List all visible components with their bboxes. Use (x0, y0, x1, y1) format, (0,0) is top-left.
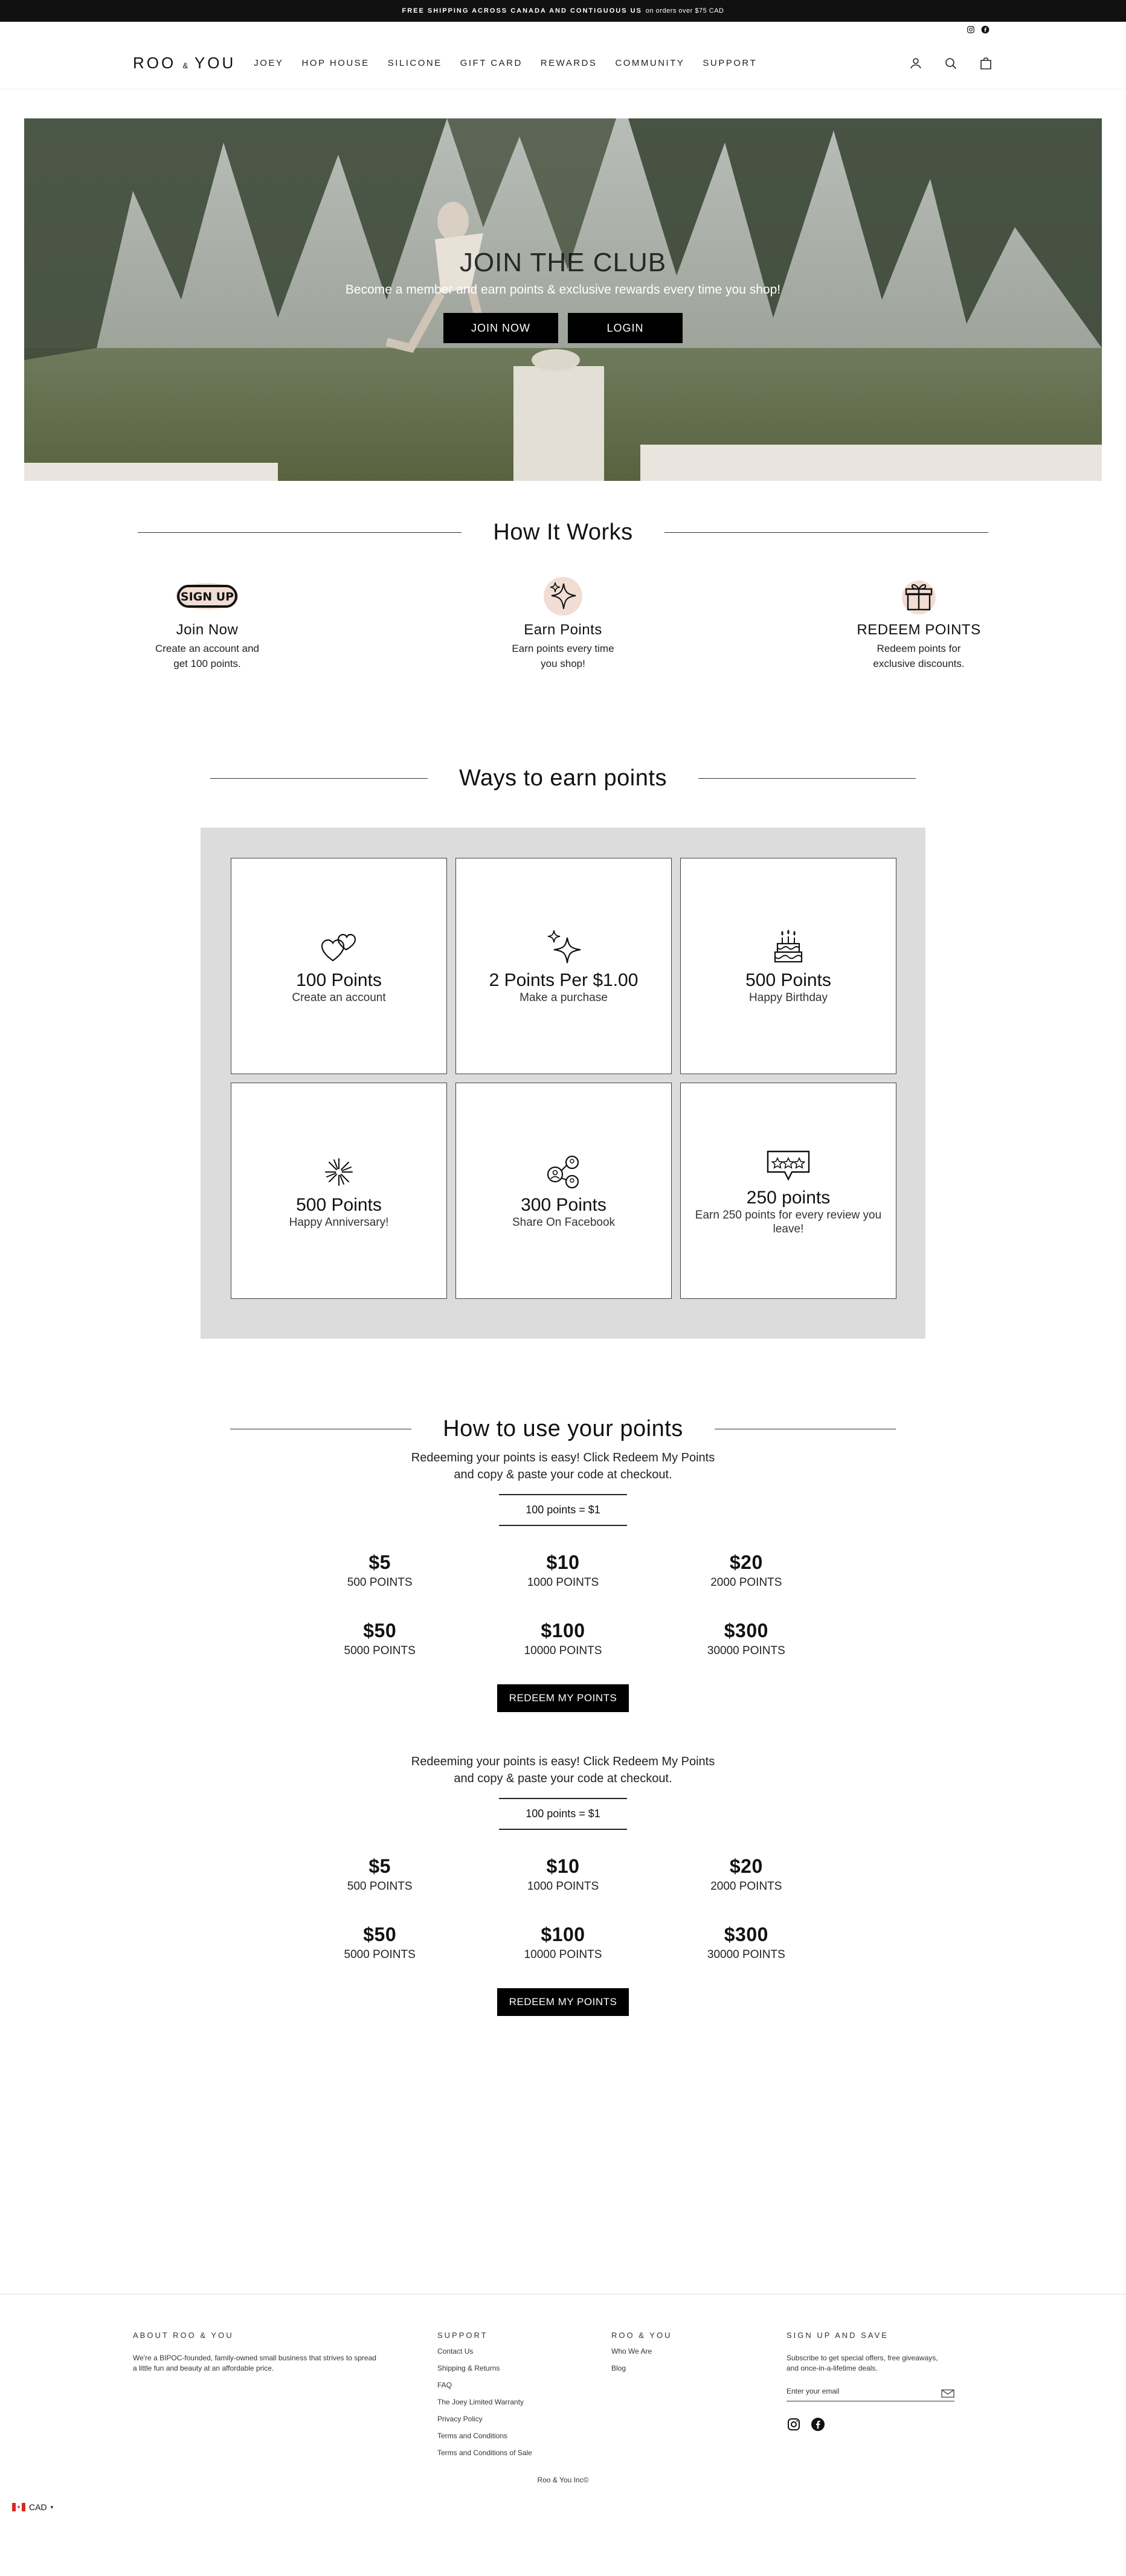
canada-flag-icon: ✦ (12, 2503, 25, 2511)
reward-amount: $300 (724, 1620, 768, 1641)
step-desc-line1: Create an account and (155, 643, 259, 654)
nav-joey[interactable]: JOEY (254, 58, 284, 68)
gift-icon (822, 578, 1015, 614)
top-social-bar (0, 22, 1126, 37)
use-points-intro (0, 1449, 1126, 1483)
earn-card-title: 300 Points (521, 1194, 606, 1215)
step-desc-line2: get 100 points. (173, 658, 241, 669)
reward-tier (288, 1620, 471, 1658)
header-icons (909, 56, 993, 71)
divider-line (698, 778, 916, 779)
step-title: Join Now (176, 622, 239, 638)
footer-link-blog[interactable]: Blog (611, 2364, 626, 2372)
hero-banner (24, 118, 1102, 481)
reward-points: 30000 POINTS (707, 1644, 785, 1657)
envelope-icon[interactable] (941, 2389, 954, 2398)
reward-amount: $100 (541, 1620, 585, 1641)
currency-code: CAD (29, 2502, 47, 2512)
site-logo[interactable] (133, 54, 236, 72)
footer-roo-title: ROO & YOU (611, 2331, 672, 2340)
instagram-icon[interactable] (787, 2417, 801, 2432)
footer-about-title: ABOUT ROO & YOU (133, 2331, 234, 2340)
share-icon (544, 1153, 583, 1189)
earn-card-title: 100 Points (296, 970, 382, 990)
reward-amount: $20 (729, 1855, 763, 1877)
footer-link-terms-sale[interactable]: Terms and Conditions of Sale (437, 2449, 532, 2457)
reward-amount: $20 (729, 1551, 763, 1573)
footer-link-terms[interactable]: Terms and Conditions (437, 2432, 508, 2440)
earn-card (680, 1083, 896, 1299)
ways-to-earn-grid (231, 858, 895, 1299)
reward-points: 5000 POINTS (344, 1948, 416, 1961)
reward-tier (655, 1620, 838, 1658)
nav-hop-house[interactable]: HOP HOUSE (301, 58, 370, 68)
facebook-icon[interactable] (811, 2417, 825, 2432)
earn-card-desc: Happy Anniversary! (289, 1216, 389, 1229)
use-points-repeat (0, 1753, 1126, 2016)
sparkle-icon (466, 578, 660, 614)
step-desc-line2: exclusive discounts. (873, 658, 965, 669)
earn-card-title: 250 points (746, 1188, 831, 1208)
divider-line (138, 532, 462, 533)
step-redeem-points (822, 578, 1015, 671)
earn-card-desc: Create an account (292, 991, 386, 1004)
announcement-bold: FREE SHIPPING ACROSS CANADA AND CONTIGUOUS US (402, 7, 642, 14)
reward-amount: $100 (541, 1924, 585, 1945)
reward-amount: $50 (363, 1620, 397, 1641)
hearts-icon (320, 928, 358, 964)
logo-text-roo: ROO (133, 54, 176, 72)
chevron-down-icon: ▾ (50, 2504, 54, 2510)
hero-title: JOIN THE CLUB (459, 248, 667, 277)
firework-icon (322, 1153, 356, 1189)
main-nav (254, 58, 909, 68)
how-it-works-steps (0, 578, 1126, 681)
logo-amp: & (182, 61, 188, 70)
logo-text-you: YOU (194, 54, 236, 72)
reward-tier (288, 1855, 471, 1893)
earn-card (455, 858, 672, 1074)
footer-roo (611, 2331, 787, 2458)
search-icon[interactable] (944, 56, 958, 71)
use-points-intro (0, 1753, 1126, 1787)
points-rate: 100 points = $1 (499, 1494, 627, 1526)
footer-link-who-we-are[interactable]: Who We Are (611, 2347, 652, 2355)
step-join-now (111, 578, 304, 671)
redeem-my-points-button[interactable]: REDEEM MY POINTS (497, 1684, 629, 1712)
hero-content (24, 248, 1102, 343)
nav-silicone[interactable]: SILICONE (387, 58, 442, 68)
reward-amount: $300 (724, 1924, 768, 1945)
footer-signup-text: Subscribe to get special offers, free giveaways, and once-in-a-lifetime deals. (787, 2354, 938, 2372)
cake-icon (771, 928, 805, 964)
reward-tier (471, 1551, 654, 1589)
reward-tier (655, 1924, 838, 1962)
site-header (0, 37, 1126, 89)
footer-about (133, 2331, 437, 2458)
footer-support-title: SUPPORT (437, 2331, 488, 2340)
announcement-rest: on orders over $75 CAD (645, 7, 724, 14)
hero-buttons (24, 313, 1102, 343)
step-desc-line2: you shop! (541, 658, 585, 669)
reward-points: 10000 POINTS (524, 1644, 602, 1657)
reward-tier (655, 1855, 838, 1893)
footer-roo-links (611, 2346, 787, 2374)
reward-points: 30000 POINTS (707, 1948, 785, 1961)
how-it-works-section (0, 520, 1126, 681)
site-footer (0, 2294, 1126, 2536)
reward-points: 10000 POINTS (524, 1948, 602, 1961)
ways-to-earn-section (0, 765, 1126, 1339)
earn-card-title: 500 Points (745, 970, 831, 990)
sign-up-icon (111, 578, 304, 614)
footer-signup (787, 2331, 968, 2458)
use-points-line1: Redeeming your points is easy! Click Redeem My Points (411, 1755, 715, 1768)
reward-points: 5000 POINTS (344, 1644, 416, 1657)
reward-tiers (288, 1551, 838, 1658)
use-points-line1: Redeeming your points is easy! Click Redeem My Points (411, 1451, 715, 1464)
earn-card (680, 858, 896, 1074)
reward-points: 500 POINTS (347, 1880, 413, 1893)
reward-tier (288, 1924, 471, 1962)
divider-line (664, 532, 988, 533)
ways-to-earn-heading (0, 765, 1126, 791)
facebook-icon[interactable] (981, 25, 989, 34)
login-button[interactable]: LOGIN (568, 313, 683, 343)
footer-link-warranty[interactable]: The Joey Limited Warranty (437, 2398, 524, 2406)
footer-link-contact[interactable]: Contact Us (437, 2347, 474, 2355)
copyright: Roo & You Inc© (537, 2476, 589, 2484)
reward-points: 500 POINTS (347, 1576, 413, 1589)
step-title: Earn Points (524, 622, 602, 638)
reward-points: 2000 POINTS (710, 1880, 782, 1893)
nav-support[interactable]: SUPPORT (703, 58, 758, 68)
announcement-bar (0, 0, 1126, 22)
reward-tier (471, 1620, 654, 1658)
earn-card (231, 1083, 447, 1299)
hero-subtitle: Become a member and earn points & exclusive rewards every time you shop! (345, 283, 781, 297)
account-icon[interactable] (909, 56, 923, 71)
reward-tier (288, 1551, 471, 1589)
redeem-my-points-button[interactable]: REDEEM MY POINTS (497, 1988, 629, 2016)
use-points-section (0, 1416, 1126, 2016)
ways-to-earn-panel (201, 828, 925, 1339)
email-field[interactable] (787, 2387, 954, 2401)
currency-selector[interactable] (12, 2502, 53, 2512)
step-earn-points (466, 578, 660, 671)
sign-up-icon-text: SIGN UP (180, 590, 234, 604)
reward-points: 1000 POINTS (527, 1576, 599, 1589)
reward-tier (471, 1924, 654, 1962)
reward-tiers (288, 1855, 838, 1962)
reward-amount: $50 (363, 1924, 397, 1945)
instagram-icon[interactable] (967, 25, 975, 34)
points-rate: 100 points = $1 (499, 1798, 627, 1830)
footer-signup-title: SIGN UP AND SAVE (787, 2331, 889, 2340)
earn-card-title: 500 Points (296, 1194, 382, 1215)
nav-rewards[interactable]: REWARDS (540, 58, 597, 68)
footer-about-text: We're a BIPOC-founded, family-owned small business that strives to spread a little fun and beauty at an affordable price. (133, 2354, 376, 2372)
earn-card-desc: Make a purchase (520, 991, 608, 1004)
join-now-button[interactable]: JOIN NOW (443, 313, 558, 343)
use-points-line2: and copy & paste your code at checkout. (454, 1468, 672, 1481)
step-desc-line1: Redeem points for (877, 643, 961, 654)
earn-card-desc: Share On Facebook (512, 1216, 616, 1229)
how-it-works-title: How It Works (493, 520, 633, 545)
nav-gift-card[interactable]: GIFT CARD (460, 58, 523, 68)
footer-social (787, 2417, 968, 2432)
earn-card-desc: Happy Birthday (749, 991, 828, 1004)
nav-community[interactable]: COMMUNITY (615, 58, 685, 68)
footer-link-faq[interactable]: FAQ (437, 2381, 452, 2389)
how-it-works-heading (0, 520, 1126, 546)
footer-support (437, 2331, 611, 2458)
email-placeholder: Enter your email (787, 2387, 840, 2395)
reward-amount: $10 (546, 1551, 580, 1573)
use-points-heading (0, 1416, 1126, 1442)
footer-link-shipping[interactable]: Shipping & Returns (437, 2364, 500, 2372)
step-desc-line1: Earn points every time (512, 643, 614, 654)
ways-to-earn-title: Ways to earn points (459, 765, 667, 791)
footer-link-privacy[interactable]: Privacy Policy (437, 2415, 483, 2423)
earn-card (455, 1083, 672, 1299)
step-title: REDEEM POINTS (857, 622, 981, 638)
footer-support-links (437, 2346, 611, 2458)
divider-line (210, 778, 428, 779)
reward-points: 2000 POINTS (710, 1576, 782, 1589)
use-points-title: How to use your points (443, 1416, 683, 1441)
earn-card (231, 858, 447, 1074)
reward-points: 1000 POINTS (527, 1880, 599, 1893)
sparkle-icon (544, 928, 583, 964)
reward-amount: $5 (368, 1551, 391, 1573)
review-icon (765, 1145, 811, 1182)
reward-tier (655, 1551, 838, 1589)
use-points-line2: and copy & paste your code at checkout. (454, 1772, 672, 1785)
footer-columns (133, 2331, 993, 2458)
reward-tier (471, 1855, 654, 1893)
cart-icon[interactable] (979, 56, 993, 71)
earn-card-title: 2 Points Per $1.00 (489, 970, 639, 990)
earn-card-desc: Earn 250 points for every review you leave! (695, 1209, 882, 1235)
reward-amount: $10 (546, 1855, 580, 1877)
reward-amount: $5 (368, 1855, 391, 1877)
